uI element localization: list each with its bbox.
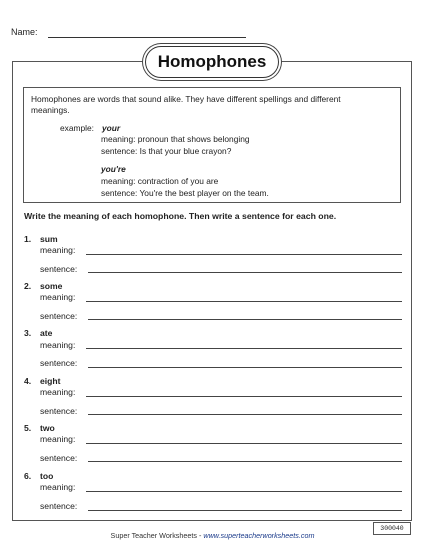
item-number: 5.: [24, 423, 32, 433]
name-label: Name:: [11, 27, 38, 37]
intro-text: Homophones are words that sound alike. They have different spellings and different meanings.: [31, 94, 341, 115]
homophone-word: two: [40, 423, 55, 433]
homophone-word: too: [40, 471, 54, 481]
homophone-word: some: [40, 281, 63, 291]
sentence-label: sentence:: [40, 501, 78, 511]
example-sentence: sentence: You're the best player on the team.: [101, 188, 269, 198]
item-number: 6.: [24, 471, 32, 481]
footer: [0, 531, 425, 540]
footer-credit: Super Teacher Worksheets -: [110, 531, 204, 540]
item-number: 2.: [24, 281, 32, 291]
instructions: Write the meaning of each homophone. Then write a sentence for each one.: [24, 211, 337, 221]
example-label: example:: [60, 123, 94, 133]
meaning-label: meaning:: [40, 434, 76, 444]
sentence-label: sentence:: [40, 406, 78, 416]
sentence-answer-line[interactable]: [88, 414, 402, 415]
item-number: 3.: [24, 328, 32, 338]
homophone-word: sum: [40, 234, 58, 244]
sentence-label: sentence:: [40, 311, 78, 321]
meaning-answer-line[interactable]: [86, 491, 402, 492]
meaning-answer-line[interactable]: [86, 443, 402, 444]
item-number: 1.: [24, 234, 32, 244]
sentence-answer-line[interactable]: [88, 272, 402, 273]
footer-url-link[interactable]: www.superteacherworksheets.com: [203, 531, 315, 540]
meaning-label: meaning:: [40, 340, 76, 350]
sentence-answer-line[interactable]: [88, 367, 402, 368]
meaning-answer-line[interactable]: [86, 254, 402, 255]
worksheet-code: 300040: [373, 522, 411, 535]
sentence-label: sentence:: [40, 358, 78, 368]
sentence-label: sentence:: [40, 264, 78, 274]
meaning-label: meaning:: [40, 245, 76, 255]
meaning-answer-line[interactable]: [86, 396, 402, 397]
homophone-word: eight: [40, 376, 61, 386]
sentence-answer-line[interactable]: [88, 461, 402, 462]
sentence-label: sentence:: [40, 453, 78, 463]
name-field[interactable]: [48, 37, 246, 38]
sentence-answer-line[interactable]: [88, 510, 402, 511]
worksheet-title: Homophones: [145, 46, 279, 78]
sentence-answer-line[interactable]: [88, 319, 402, 320]
meaning-label: meaning:: [40, 292, 76, 302]
example-meaning: meaning: contraction of you are: [101, 176, 219, 186]
meaning-answer-line[interactable]: [86, 348, 402, 349]
item-number: 4.: [24, 376, 32, 386]
meaning-answer-line[interactable]: [86, 301, 402, 302]
example-sentence: sentence: Is that your blue crayon?: [101, 146, 232, 156]
example-meaning: meaning: pronoun that shows belonging: [101, 134, 250, 144]
example-word: your: [102, 123, 121, 133]
meaning-label: meaning:: [40, 387, 76, 397]
example-word: you're: [101, 164, 126, 174]
meaning-label: meaning:: [40, 482, 76, 492]
homophone-word: ate: [40, 328, 53, 338]
